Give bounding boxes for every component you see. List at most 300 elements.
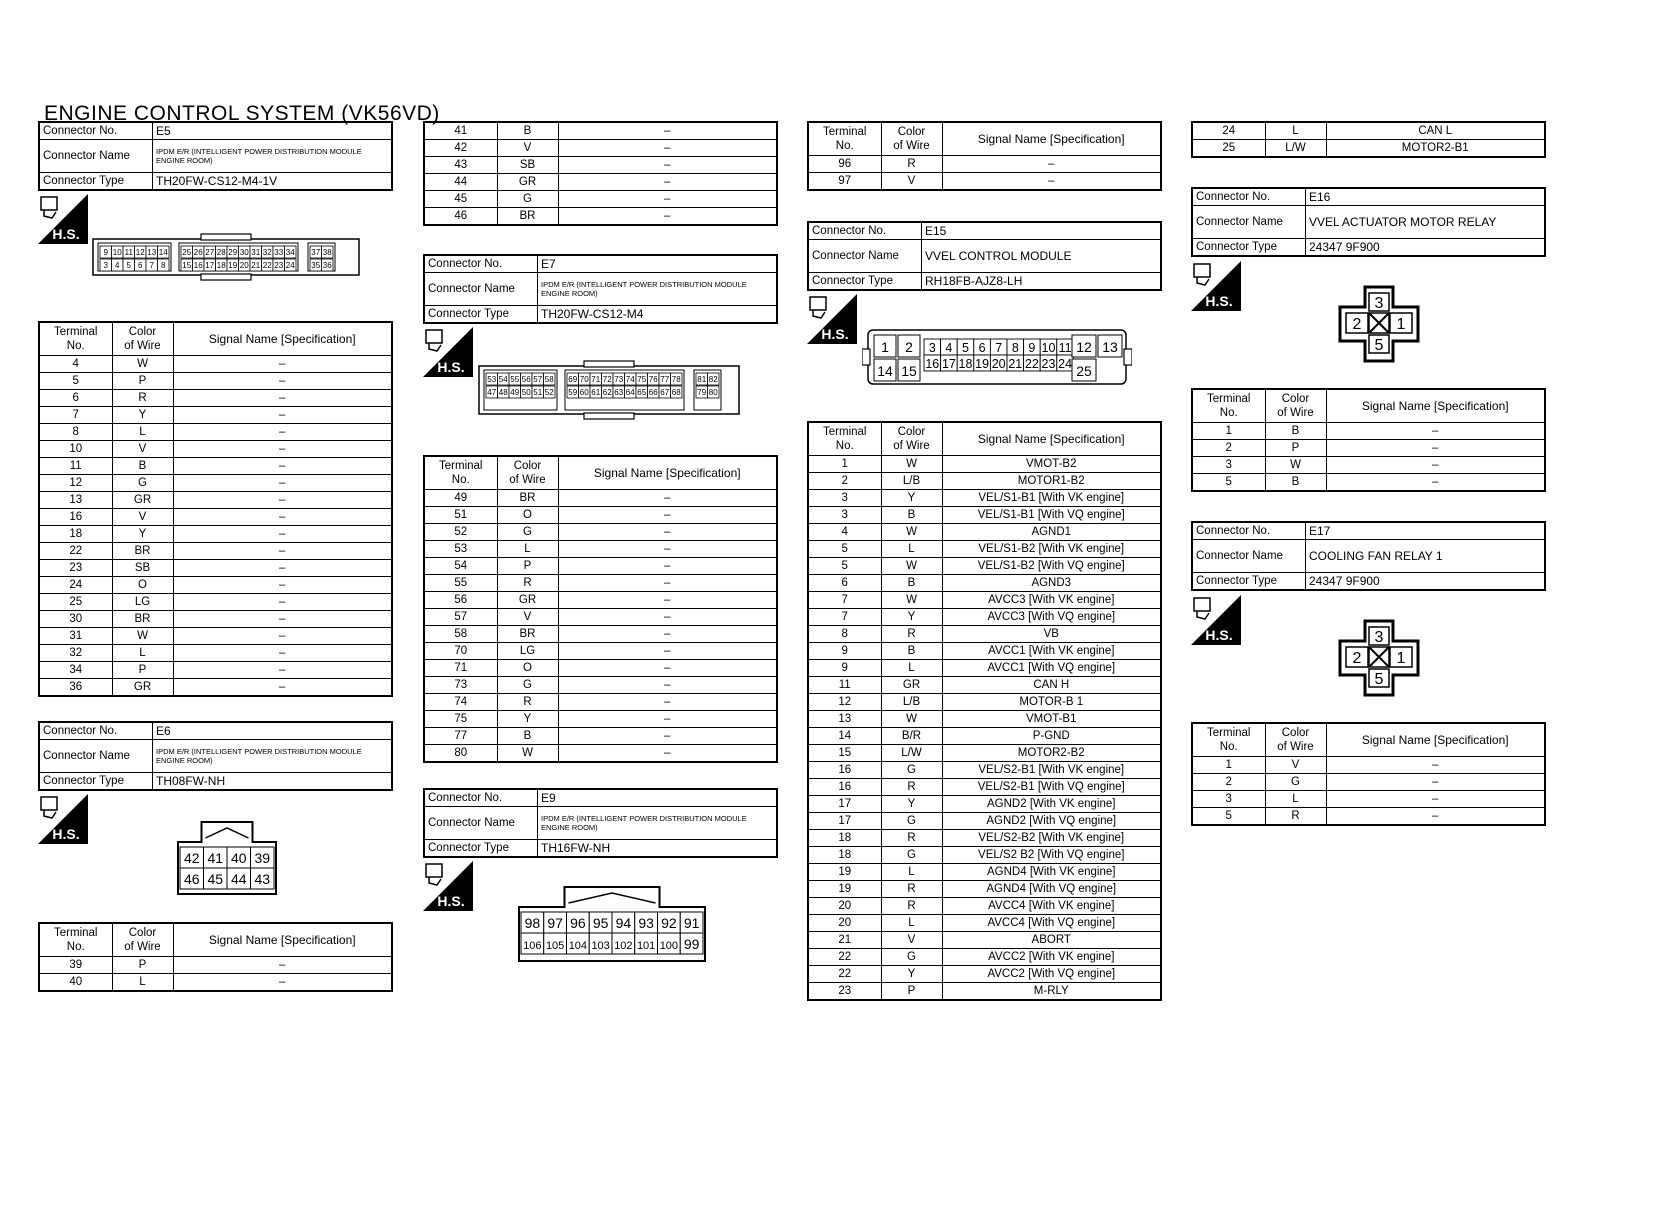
wire-color: Y	[112, 407, 173, 424]
signal-name: MOTOR2-B1	[1326, 140, 1545, 158]
connector-name-value: IPDM E/R (INTELLIGENT POWER DISTRIBUTION MODULE ENGINE ROOM)	[538, 807, 778, 840]
signal-name: –	[558, 507, 777, 524]
terminal-no: 7	[808, 609, 881, 626]
pin-number: 32	[262, 248, 272, 257]
wire-color: G	[497, 524, 558, 541]
connector-name-label: Connector Name	[39, 740, 153, 773]
terminal-no: 13	[808, 711, 881, 728]
pin-number: 3	[103, 261, 108, 270]
terminal-no: 23	[39, 560, 112, 577]
table-row	[808, 173, 1161, 191]
signal-name: –	[173, 373, 392, 390]
table-row	[39, 441, 392, 458]
pin-number: 19	[228, 261, 238, 270]
terminal-no: 6	[39, 390, 112, 407]
signal-name: –	[558, 677, 777, 694]
hand-icon	[1194, 264, 1210, 277]
table-row	[808, 966, 1161, 983]
signal-name: VEL/S1-B1 [With VK engine]	[942, 490, 1161, 507]
pin-number: 52	[544, 388, 554, 397]
signal-name: VEL/S1-B2 [With VK engine]	[942, 541, 1161, 558]
pin-number: 31	[251, 248, 261, 257]
table-row	[39, 645, 392, 662]
connector-type-label: Connector Type	[424, 840, 538, 858]
pin-number: 17	[205, 261, 215, 270]
terminal-no: 7	[39, 407, 112, 424]
terminal-no: 18	[808, 830, 881, 847]
terminal-no: 14	[808, 728, 881, 745]
pin-number: 15	[182, 261, 192, 270]
wire-color: B	[1265, 474, 1326, 492]
pin-number: 45	[207, 871, 224, 887]
connector-type-label: Connector Type	[424, 306, 538, 324]
wire-color: L	[112, 645, 173, 662]
table-row	[808, 609, 1161, 626]
signal-name: –	[1326, 440, 1545, 457]
signal-name: –	[173, 543, 392, 560]
wire-color: R	[497, 575, 558, 592]
terminal-no: 5	[39, 373, 112, 390]
signal-name: –	[173, 441, 392, 458]
table-row	[808, 949, 1161, 966]
pin-number: 46	[183, 871, 200, 887]
table-row	[424, 490, 777, 507]
page-title: ENGINE CONTROL SYSTEM (VK56VD)	[44, 102, 440, 125]
pin-number: 16	[193, 261, 203, 270]
signal-name: VEL/S2-B1 [With VK engine]	[942, 762, 1161, 779]
connector-name-value: COOLING FAN RELAY 1	[1306, 540, 1546, 573]
pin-number: 5	[1374, 671, 1384, 688]
terminal-no: 74	[424, 694, 497, 711]
pin-number: 15	[901, 363, 917, 379]
wire-color: L	[112, 424, 173, 441]
table-row	[808, 558, 1161, 575]
terminal-no: 5	[808, 558, 881, 575]
table-row	[808, 456, 1161, 473]
terminal-no-header: Terminal No.	[39, 322, 112, 356]
terminal-no: 13	[39, 492, 112, 509]
signal-name: –	[173, 974, 392, 992]
wire-color: R	[881, 881, 942, 898]
table-row	[808, 694, 1161, 711]
table-row	[424, 694, 777, 711]
table-row	[39, 509, 392, 526]
harness-side-icon	[38, 794, 88, 844]
wire-color: B	[1265, 423, 1326, 440]
e6-terminal-table-continued	[423, 121, 778, 226]
pin-number: 95	[592, 915, 609, 931]
terminal-no: 4	[39, 356, 112, 373]
table-row	[424, 208, 777, 226]
connector-no-value: E9	[538, 789, 778, 807]
pin-number: 13	[147, 248, 157, 257]
wire-color: W	[881, 711, 942, 728]
e9-info-table	[423, 788, 778, 858]
hs-label: H.S.	[437, 893, 465, 909]
terminal-no: 4	[808, 524, 881, 541]
signal-name: –	[558, 558, 777, 575]
terminal-no: 75	[424, 711, 497, 728]
pin-number: 12	[1076, 339, 1092, 355]
wire-color: O	[497, 507, 558, 524]
terminal-no: 7	[808, 592, 881, 609]
table-row	[808, 728, 1161, 745]
terminal-no: 6	[808, 575, 881, 592]
pin-number: 25	[182, 248, 192, 257]
signal-name: AVCC4 [With VQ engine]	[942, 915, 1161, 932]
connector-no-value: E17	[1306, 522, 1546, 540]
pin-number: 24	[285, 261, 295, 270]
wire-color: R	[112, 390, 173, 407]
table-row	[39, 611, 392, 628]
table-row	[808, 847, 1161, 864]
table-row	[424, 122, 777, 140]
signal-name: VB	[942, 626, 1161, 643]
connector-no-value: E7	[538, 255, 778, 273]
signal-name: –	[1326, 757, 1545, 774]
terminal-no: 71	[424, 660, 497, 677]
wire-color: G	[497, 677, 558, 694]
table-row	[808, 524, 1161, 541]
terminal-no: 56	[424, 592, 497, 609]
signal-name-header: Signal Name [Specification]	[942, 122, 1161, 156]
terminal-no: 10	[39, 441, 112, 458]
pin-number: 1	[881, 339, 889, 355]
terminal-no: 51	[424, 507, 497, 524]
table-row	[808, 779, 1161, 796]
wire-color: L/B	[881, 473, 942, 490]
table-row	[808, 490, 1161, 507]
signal-name: AVCC2 [With VK engine]	[942, 949, 1161, 966]
table-row	[424, 728, 777, 745]
connector-type-label: Connector Type	[1192, 239, 1306, 257]
terminal-no: 20	[808, 898, 881, 915]
pin-number: 82	[708, 375, 718, 384]
e16-info-table	[1191, 187, 1546, 257]
wire-color: O	[497, 660, 558, 677]
terminal-no: 25	[1192, 140, 1265, 158]
signal-name: –	[558, 660, 777, 677]
terminal-no: 49	[424, 490, 497, 507]
signal-name: AVCC3 [With VK engine]	[942, 592, 1161, 609]
table-row	[424, 507, 777, 524]
pin-number: 23	[1041, 357, 1056, 371]
table-row	[808, 796, 1161, 813]
wire-color: P	[112, 373, 173, 390]
table-row	[39, 957, 392, 974]
signal-name: –	[558, 208, 777, 226]
pin-number: 97	[547, 915, 563, 931]
pin-number: 55	[510, 375, 520, 384]
signal-name: –	[558, 541, 777, 558]
e7-connector-face	[478, 360, 740, 420]
signal-name: AVCC1 [With VQ engine]	[942, 660, 1161, 677]
color-of-wire-header: Color of Wire	[1265, 389, 1326, 423]
signal-name: MOTOR1-B2	[942, 473, 1161, 490]
terminal-no: 22	[808, 966, 881, 983]
wire-color: BR	[112, 611, 173, 628]
terminal-no: 17	[808, 796, 881, 813]
connector-name-label: Connector Name	[39, 140, 153, 173]
table-row	[39, 475, 392, 492]
pin-number: 58	[544, 375, 554, 384]
pin-number: 23	[274, 261, 284, 270]
pin-number: 25	[1076, 363, 1092, 379]
terminal-no: 3	[1192, 791, 1265, 808]
pin-number: 7	[149, 261, 154, 270]
table-row	[39, 526, 392, 543]
pin-number: 63	[614, 388, 624, 397]
hs-label: H.S.	[437, 359, 465, 375]
signal-name: ABORT	[942, 932, 1161, 949]
pin-number: 5	[962, 341, 969, 355]
terminal-no: 3	[1192, 457, 1265, 474]
pin-number: 3	[1374, 629, 1384, 646]
pin-number: 105	[545, 940, 565, 952]
table-row	[424, 575, 777, 592]
pin-number: 29	[228, 248, 238, 257]
wire-color: W	[112, 628, 173, 645]
signal-name: –	[558, 575, 777, 592]
table-row	[39, 492, 392, 509]
terminal-no: 8	[39, 424, 112, 441]
pin-number: 104	[568, 940, 588, 952]
pin-number: 27	[205, 248, 215, 257]
terminal-no: 80	[424, 745, 497, 763]
signal-name: –	[558, 728, 777, 745]
signal-name: –	[173, 628, 392, 645]
signal-name: –	[558, 643, 777, 660]
pin-number: 20	[239, 261, 249, 270]
wire-color: L	[112, 974, 173, 992]
pin-number: 100	[659, 940, 679, 952]
connector-name-label: Connector Name	[1192, 206, 1306, 239]
pin-number: 49	[510, 388, 520, 397]
connector-name-value: VVEL CONTROL MODULE	[922, 240, 1162, 273]
terminal-no: 2	[1192, 440, 1265, 457]
terminal-no: 23	[808, 983, 881, 1001]
connector-no-label: Connector No.	[808, 222, 922, 240]
wire-color: R	[881, 779, 942, 796]
signal-name: VEL/S1-B2 [With VQ engine]	[942, 558, 1161, 575]
wire-color: G	[881, 847, 942, 864]
table-row	[424, 558, 777, 575]
wire-color: BR	[497, 490, 558, 507]
signal-name: –	[558, 711, 777, 728]
table-row	[808, 830, 1161, 847]
terminal-no: 9	[808, 643, 881, 660]
terminal-no-header: Terminal No.	[1192, 389, 1265, 423]
pin-number: 70	[579, 375, 589, 384]
hand-icon	[41, 797, 57, 810]
terminal-no: 70	[424, 643, 497, 660]
e7-info-table	[423, 254, 778, 324]
pin-number: 21	[251, 261, 261, 270]
connector-no-label: Connector No.	[39, 122, 153, 140]
table-row	[424, 626, 777, 643]
terminal-no: 73	[424, 677, 497, 694]
wire-color: L	[497, 541, 558, 558]
pin-number: 78	[671, 375, 681, 384]
pin-number: 81	[697, 375, 707, 384]
pin-number: 60	[579, 388, 589, 397]
pin-number: 76	[648, 375, 658, 384]
wire-color: L/W	[881, 745, 942, 762]
signal-name: –	[173, 645, 392, 662]
table-row	[424, 524, 777, 541]
terminal-no: 5	[808, 541, 881, 558]
pin-number: 51	[533, 388, 543, 397]
signal-name-header: Signal Name [Specification]	[1326, 389, 1545, 423]
pin-number: 94	[615, 915, 632, 931]
pin-number: 18	[216, 261, 226, 270]
table-row	[39, 373, 392, 390]
signal-name: –	[173, 662, 392, 679]
terminal-no: 30	[39, 611, 112, 628]
signal-name: AVCC1 [With VK engine]	[942, 643, 1161, 660]
pin-number: 16	[925, 357, 940, 371]
table-row	[1192, 122, 1545, 140]
hs-label: H.S.	[52, 226, 80, 242]
pin-number: 1	[1396, 316, 1406, 333]
table-row	[424, 660, 777, 677]
pin-number: 74	[625, 375, 635, 384]
pin-number: 71	[591, 375, 601, 384]
table-row	[1192, 774, 1545, 791]
wire-color: B	[112, 458, 173, 475]
pin-number: 62	[602, 388, 612, 397]
connector-no-label: Connector No.	[1192, 188, 1306, 206]
signal-name: –	[173, 424, 392, 441]
terminal-no: 54	[424, 558, 497, 575]
pin-number: 1	[1396, 650, 1406, 667]
color-of-wire-header: Color of Wire	[1265, 723, 1326, 757]
wire-color: V	[1265, 757, 1326, 774]
terminal-no-header: Terminal No.	[39, 923, 112, 957]
terminal-no: 8	[808, 626, 881, 643]
terminal-no: 45	[424, 191, 497, 208]
e5-terminal-table	[38, 321, 393, 697]
terminal-no: 42	[424, 140, 497, 157]
wire-color: R	[881, 898, 942, 915]
pin-number: 77	[660, 375, 670, 384]
wire-color: B/R	[881, 728, 942, 745]
wire-color: V	[881, 932, 942, 949]
table-row	[39, 594, 392, 611]
connector-type-value: TH20FW-CS12-M4	[538, 306, 778, 324]
terminal-no: 2	[1192, 774, 1265, 791]
terminal-no: 17	[808, 813, 881, 830]
pin-number: 47	[487, 388, 497, 397]
wire-color: W	[497, 745, 558, 763]
pin-number: 22	[1024, 357, 1039, 371]
e15-connector-face	[862, 327, 1132, 387]
table-row	[39, 628, 392, 645]
connector-type-value: TH16FW-NH	[538, 840, 778, 858]
pin-number: 50	[521, 388, 531, 397]
wire-color: LG	[112, 594, 173, 611]
wire-color: R	[881, 156, 942, 173]
table-row	[424, 174, 777, 191]
terminal-no: 52	[424, 524, 497, 541]
pin-number: 72	[602, 375, 612, 384]
terminal-no: 9	[808, 660, 881, 677]
pin-number: 9	[103, 248, 108, 257]
table-row	[424, 745, 777, 763]
pin-number: 42	[183, 850, 200, 866]
signal-name: –	[558, 694, 777, 711]
table-row	[1192, 474, 1545, 492]
signal-name: –	[1326, 808, 1545, 826]
wire-color: W	[881, 456, 942, 473]
signal-name: –	[942, 173, 1161, 191]
pin-number: 10	[112, 248, 122, 257]
table-row	[424, 609, 777, 626]
terminal-no: 5	[1192, 474, 1265, 492]
table-row	[39, 390, 392, 407]
pin-number: 2	[1352, 650, 1362, 667]
wire-color: R	[881, 830, 942, 847]
pin-number: 11	[124, 248, 133, 257]
signal-name: AGND1	[942, 524, 1161, 541]
signal-name: –	[173, 611, 392, 628]
pin-number: 92	[661, 915, 677, 931]
terminal-no: 19	[808, 881, 881, 898]
terminal-no: 24	[1192, 122, 1265, 140]
table-row	[1192, 757, 1545, 774]
signal-name: –	[173, 526, 392, 543]
wire-color: R	[497, 694, 558, 711]
terminal-no: 31	[39, 628, 112, 645]
signal-name: P-GND	[942, 728, 1161, 745]
table-row	[1192, 457, 1545, 474]
pin-number: 22	[262, 261, 272, 270]
table-row	[39, 407, 392, 424]
signal-name: VEL/S2-B1 [With VQ engine]	[942, 779, 1161, 796]
e5-connector-face	[92, 233, 360, 281]
pin-number: 33	[274, 248, 284, 257]
wire-color: Y	[881, 966, 942, 983]
connector-name-label: Connector Name	[808, 240, 922, 273]
signal-name: –	[173, 492, 392, 509]
e9-connector-face	[517, 885, 707, 963]
terminal-no: 11	[808, 677, 881, 694]
wire-color: G	[112, 475, 173, 492]
terminal-no: 1	[1192, 757, 1265, 774]
terminal-no: 1	[1192, 423, 1265, 440]
pin-number: 69	[568, 375, 578, 384]
signal-name: –	[558, 745, 777, 763]
table-row	[808, 473, 1161, 490]
table-row	[1192, 423, 1545, 440]
table-row	[39, 458, 392, 475]
terminal-no: 15	[808, 745, 881, 762]
terminal-no: 40	[39, 974, 112, 992]
harness-side-icon	[1191, 595, 1241, 645]
wire-color: W	[881, 524, 942, 541]
terminal-no: 32	[39, 645, 112, 662]
table-row	[424, 592, 777, 609]
pin-number: 98	[524, 915, 541, 931]
hand-icon	[41, 197, 57, 210]
table-row	[424, 677, 777, 694]
pin-number: 93	[638, 915, 654, 931]
color-of-wire-header: Color of Wire	[881, 422, 942, 456]
terminal-no: 5	[1192, 808, 1265, 826]
terminal-no: 96	[808, 156, 881, 173]
connector-type-value: RH18FB-AJZ8-LH	[922, 273, 1162, 291]
terminal-no: 43	[424, 157, 497, 174]
